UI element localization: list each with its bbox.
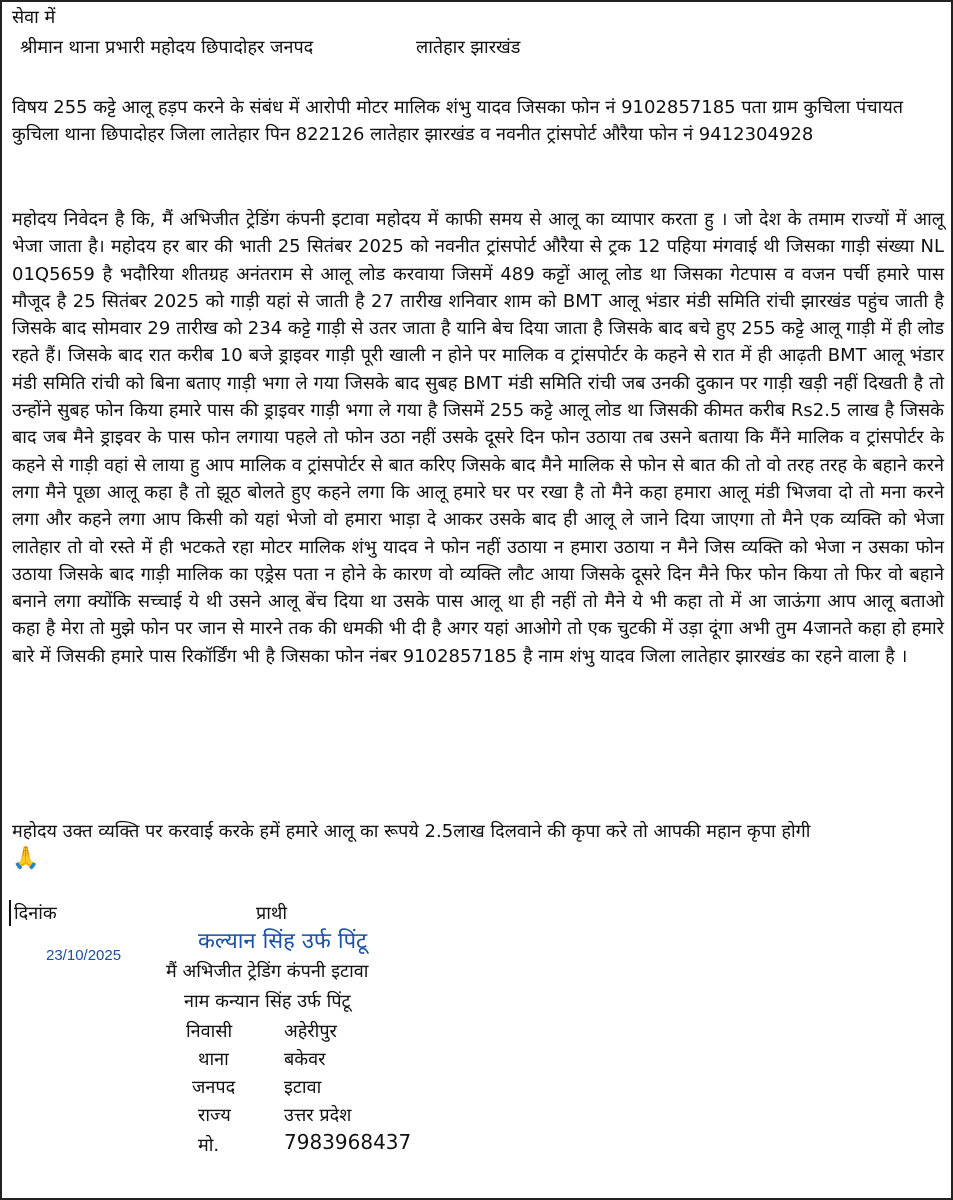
recipient-location: लातेहार झारखंड	[416, 37, 521, 58]
recipient: श्रीमान थाना प्रभारी महोदय छिपादोहर जनपद	[20, 37, 314, 58]
detail-value-residence: अहेरीपुर	[284, 1021, 337, 1042]
detail-value-state: उत्तर प्रदेश	[284, 1105, 352, 1126]
name-line: नाम कन्यान सिंह उर्फ पिंटू	[184, 991, 351, 1012]
detail-value-police-station: बकेवर	[284, 1049, 326, 1070]
salutation: सेवा में	[12, 7, 56, 28]
date-label: दिनांक	[14, 903, 57, 924]
request-paragraph	[12, 818, 944, 872]
detail-label-police-station: थाना	[198, 1049, 229, 1070]
frame-border-left	[0, 0, 2, 1200]
detail-label-district: जनपद	[192, 1077, 236, 1098]
detail-value-district: इटावा	[284, 1077, 322, 1098]
detail-label-residence: निवासी	[186, 1021, 233, 1042]
date-marker	[9, 900, 11, 926]
signature-name: कल्यान सिंह उर्फ पिंटू	[198, 929, 368, 954]
company-line: मैं अभिजीत ट्रेडिंग कंपनी इटावा	[166, 961, 369, 982]
request-text: महोदय उक्त व्यक्ति पर करवाई करके हमें हमारे आलू का रूपये 2.5लाख दिलवाने की कृपा करे तो आपकी महान कृपा होगी	[12, 821, 811, 842]
subject-paragraph: विषय 255 कट्टे आलू हड़प करने के संबंध में आरोपी मोटर मालिक शंभु यादव जिसका फोन नं 9102857185 पता ग्राम कुचिला पंचायत कुचिला थाना छिपादोहर जिला लातेहार पिन 822126 लातेहार झारखंड व नवनीत ट्रांसपोर्ट औरैया फोन नं 9412304928	[12, 97, 904, 145]
detail-label-state: राज्य	[198, 1105, 231, 1126]
detail-value-mobile: 7983968437	[284, 1130, 412, 1154]
date-value: 23/10/2025	[46, 947, 122, 964]
detail-label-mobile: मो.	[198, 1135, 220, 1156]
frame-border-top	[0, 0, 953, 2]
body-paragraph: महोदय निवेदन है कि, मैं अभिजीत ट्रेडिंग कंपनी इटावा महोदय में काफी समय से आलू का व्यापार करता हु । जो देश के तमाम राज्यों में आलू भेजा जाता है। महोदय हर बार की भाती 25 सितंबर 2025 को नवनीत ट्रांसपोर्ट औरैया से ट्रक 12 पहिया मंगवाई थी जिसका गाड़ी संख्या NL 01Q5659 है भदौरिया शीतग्रह अनंतराम से आलू लोड करवाया जिसमें 489 कट्टों आलू लोड था जिसका गेटपास व वजन पर्ची हमारे पास मौजूद है 25 सितंबर 2025 को गाड़ी यहां से जाती है 27 तारीख शनिवार शाम को BMT आलू भंडार मंडी समिति रांची झारखंड पहुंच जाती है जिसके बाद सोमवार 29 तारीख को 234 कट्टे गाड़ी से उतर जाता है यानि बेच दिया जाता है जिसके बाद बचे हुए 255 कट्टे आलू गाड़ी में ही लोड रहते हैं। जिसके बाद रात करीब 10 बजे ड्राइवर गाड़ी पूरी खाली न होने पर मालिक व ट्रांसपोर्टर के कहने से रात में ही आढ़ती BMT आलू भंडार मंडी समिति रांची को बिना बताए गाड़ी भगा ले गया जिसके बाद सुबह BMT मंडी समिति रांची जब उनकी दुकान पर गाड़ी खड़ी नहीं दिखती है तो उन्होंने सुबह फोन किया हमारे पास की ड्राइवर गाड़ी भगा ले गया है जिसमें 255 कट्टे आलू लोड था जिसकी कीमत करीब Rs2.5 लाख है जिसके बाद जब मैने ड्राइवर के पास फोन लगाया पहले तो फोन उठा नहीं उसके दूसरे दिन फोन उठाया तब उसने बताया कि मैंने मालिक व ट्रांसपोर्टर के कहने से गाड़ी वहां से लाया हु आप मालिक व ट्रांसपोर्टर से बात करिए जिसके बाद मैने मालिक से फोन से बात की तो वो तरह तरह के बहाने करने लगा मैने पूछा आलू कहा है तो झूठ बोलते हुए कहने लगा कि आलू हमारे घर पर रखा है तो मैने कहा हमारा आलू मंडी भिजवा दो तो मना करने लगा और कहने लगा आप किसी को यहां भेजो वो हमारा भाड़ा दे आकर उसके बाद ही आलू ले जाने दिया जाएगा तो मैने एक व्यक्ति को भेजा लातेहार तो वो रस्ते में ही भटकते रहा मोटर मालिक शंभु यादव ने फोन नहीं उठाया न हमारा उठाया न मैने जिस व्यक्ति को भेजा न उसका फोन उठाया जिसके बाद गाड़ी मालिक का एड्रेस पता न होने के कारण वो व्यक्ति लौट आया जिसके दूसरे दिन मैने फिर फोन किया तो फिर वो बहाने बनाने लगा क्योंकि सच्चाई ये थी उसने आलू बेंच दिया था उसके पास आलू था ही नहीं तो मैने ये भी कहा तो में आ जाऊंगा आप आलू बताओ कहा है मेरा तो मुझे फोन पर जान से मारने तक की धमकी भी दी है अगर यहां आओगे तो एक चुटकी में उड़ा दूंगा अभी तुम 4जानते कहा हो हमारे बारे में जिसकी हमारे पास रिकॉर्डिंग भी है जिसका फोन नंबर 9102857185 है नाम शंभु यादव जिला लातेहार झारखंड का रहने वाला है ।	[12, 209, 944, 667]
folded-hands-icon: 🙏	[12, 846, 40, 871]
applicant-label: प्राथी	[256, 903, 288, 924]
